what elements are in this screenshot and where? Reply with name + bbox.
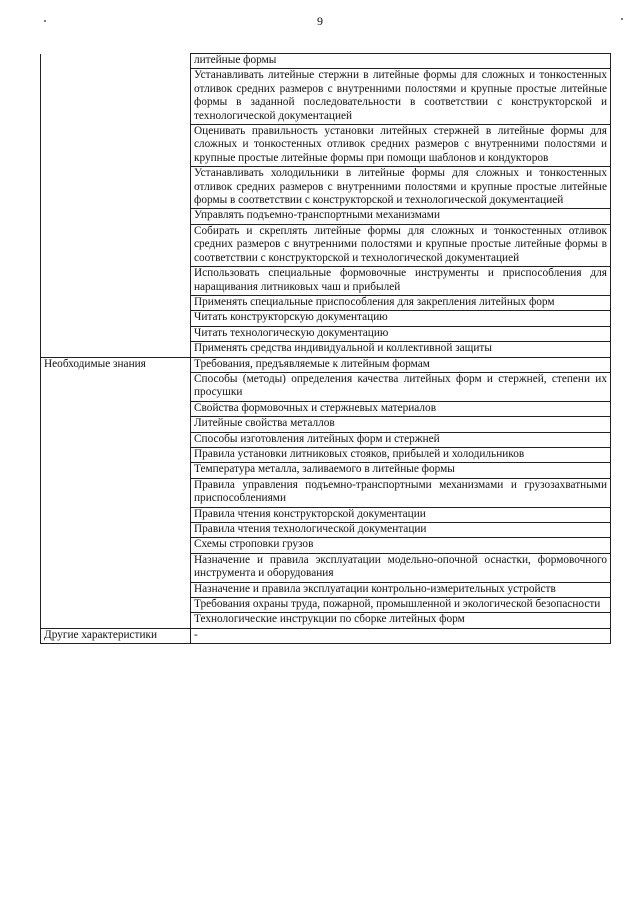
- table-row: [41, 54, 611, 69]
- table-cell-text: Способы (методы) определения качества литейных форм и стержней, степени их просушки: [191, 372, 611, 401]
- table-cell-text: Правила чтения конструкторской документации: [191, 507, 611, 522]
- table-cell-text: Схемы строповки грузов: [191, 538, 611, 553]
- knowledge-section: [41, 357, 611, 628]
- table-cell-text: Собирать и скреплять литейные формы для сложных и тонкостенных отливок средних размеров с внутренними полостями и крупные простые литейные формы в соответствии с конструкторской и технологической документацией: [191, 224, 611, 266]
- table-row: [41, 628, 611, 643]
- table-cell-text: Назначение и правила эксплуатации контрольно-измерительных устройств: [191, 582, 611, 597]
- table-cell-text: Правила чтения технологической документации: [191, 523, 611, 538]
- scan-mark-left: [44, 20, 46, 22]
- other-section: [41, 628, 611, 643]
- table-cell-text: Правила управления подъемно-транспортными механизмами и грузозахватными приспособлениями: [191, 478, 611, 507]
- section-label: Необходимые знания: [41, 357, 191, 628]
- table-row: [41, 357, 611, 372]
- other-characteristics-value: -: [191, 628, 611, 643]
- other-characteristics-label: Другие характеристики: [41, 628, 191, 643]
- table-cell-text: Свойства формовочных и стержневых материалов: [191, 401, 611, 416]
- table-cell-text: Требования, предъявляемые к литейным формам: [191, 357, 611, 372]
- table-cell-text: Применять специальные приспособления для закрепления литейных форм: [191, 295, 611, 310]
- table-cell-text: Использовать специальные формовочные инструменты и приспособления для наращивания литниковых чаш и прибылей: [191, 267, 611, 296]
- competency-table-container: [40, 53, 610, 644]
- skills-section: [41, 54, 611, 358]
- table-cell-text: литейные формы: [191, 54, 611, 69]
- page-number: 9: [317, 14, 323, 28]
- table-cell-text: Применять средства индивидуальной и коллективной защиты: [191, 342, 611, 357]
- table-cell-text: Литейные свойства металлов: [191, 417, 611, 432]
- table-cell-text: Технологические инструкции по сборке литейных форм: [191, 613, 611, 628]
- section-label-empty: [41, 54, 191, 358]
- table-cell-text: Способы изготовления литейных форм и стержней: [191, 432, 611, 447]
- scan-mark-right: [621, 18, 623, 20]
- competency-table: [40, 53, 611, 644]
- table-cell-text: Оценивать правильность установки литейных стержней в литейные формы для сложных и тонкостенных отливок средних размеров с внутренними полостями и крупные простые литейные формы при помощи шаблонов и кондукторов: [191, 125, 611, 167]
- table-cell-text: Назначение и правила эксплуатации модельно-опочной оснастки, формовочного инструмента и оборудования: [191, 553, 611, 582]
- table-cell-text: Правила установки литниковых стояков, прибылей и холодильников: [191, 447, 611, 462]
- table-cell-text: Читать технологическую документацию: [191, 326, 611, 341]
- table-cell-text: Требования охраны труда, пожарной, промышленной и экологической безопасности: [191, 598, 611, 613]
- table-cell-text: Устанавливать холодильники в литейные формы для сложных и тонкостенных отливок средних размеров с внутренними полостями и крупные простые литейные формы в соответствии с конструкторской и технологической документацией: [191, 167, 611, 209]
- table-cell-text: Управлять подъемно-транспортными механизмами: [191, 209, 611, 224]
- table-cell-text: Читать конструкторскую документацию: [191, 311, 611, 326]
- table-cell-text: Температура металла, заливаемого в литейные формы: [191, 463, 611, 478]
- table-cell-text: Устанавливать литейные стержни в литейные формы для сложных и тонкостенных отливок средних размеров с внутренними полостями и крупные простые литейные формы в заданной последовательности в соответствии с конструкторской и технологической документацией: [191, 69, 611, 125]
